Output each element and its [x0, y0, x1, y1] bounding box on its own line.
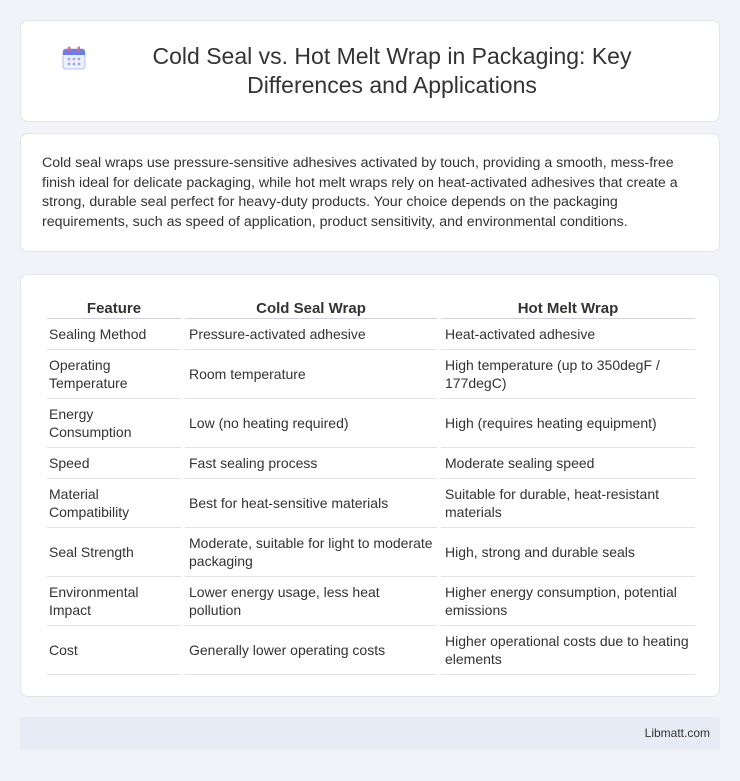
header-cold-seal: Cold Seal Wrap — [185, 295, 437, 319]
row-feature: Environmental Impact — [47, 577, 181, 626]
row-hot-melt: High, strong and durable seals — [441, 528, 695, 577]
comparison-table — [43, 295, 699, 675]
row-cold-seal: Low (no heating required) — [185, 399, 437, 448]
footer-brand-link[interactable]: Libmatt.com — [644, 726, 710, 740]
row-cold-seal: Pressure-activated adhesive — [185, 319, 437, 350]
table-row — [47, 479, 695, 528]
row-cold-seal: Moderate, suitable for light to moderate packaging — [185, 528, 437, 577]
table-row — [47, 319, 695, 350]
row-feature: Speed — [47, 448, 181, 479]
title-card — [20, 20, 720, 122]
row-cold-seal: Fast sealing process — [185, 448, 437, 479]
footer — [20, 717, 720, 750]
row-feature: Seal Strength — [47, 528, 181, 577]
row-feature: Energy Consumption — [47, 399, 181, 448]
row-hot-melt: Higher operational costs due to heating elements — [441, 626, 695, 675]
row-feature: Cost — [47, 626, 181, 675]
row-hot-melt: Suitable for durable, heat-resistant materials — [441, 479, 695, 528]
intro-card — [20, 133, 720, 252]
table-row — [47, 448, 695, 479]
table-row — [47, 577, 695, 626]
title-wrap — [21, 21, 719, 121]
row-hot-melt: High (requires heating equipment) — [441, 399, 695, 448]
row-feature: Material Compatibility — [47, 479, 181, 528]
row-cold-seal: Best for heat-sensitive materials — [185, 479, 437, 528]
row-hot-melt: High temperature (up to 350degF / 177degC) — [441, 350, 695, 399]
table-row — [47, 626, 695, 675]
header-hot-melt: Hot Melt Wrap — [441, 295, 695, 319]
page-title: Cold Seal vs. Hot Melt Wrap in Packaging: Key Differences and Applications — [152, 43, 632, 98]
table-row — [47, 350, 695, 399]
comparison-card — [20, 274, 720, 697]
calendar-icon — [61, 45, 87, 71]
row-hot-melt: Heat-activated adhesive — [441, 319, 695, 350]
header-feature: Feature — [47, 295, 181, 319]
row-cold-seal: Generally lower operating costs — [185, 626, 437, 675]
row-cold-seal: Room temperature — [185, 350, 437, 399]
row-hot-melt: Higher energy consumption, potential emissions — [441, 577, 695, 626]
table-row — [47, 399, 695, 448]
row-hot-melt: Moderate sealing speed — [441, 448, 695, 479]
row-feature: Operating Temperature — [47, 350, 181, 399]
table-header-row — [47, 295, 695, 319]
intro-paragraph: Cold seal wraps use pressure-sensitive adhesives activated by touch, providing a smooth, mess-free finish ideal for delicate packaging, while hot melt wraps rely on heat-activated adhesives that create a strong, durable seal perfect for heavy-duty products. Your choice depends on the packaging requirements, such as speed of application, product sensitivity, and environmental conditions. — [42, 155, 678, 230]
table-row — [47, 528, 695, 577]
row-cold-seal: Lower energy usage, less heat pollution — [185, 577, 437, 626]
row-feature: Sealing Method — [47, 319, 181, 350]
